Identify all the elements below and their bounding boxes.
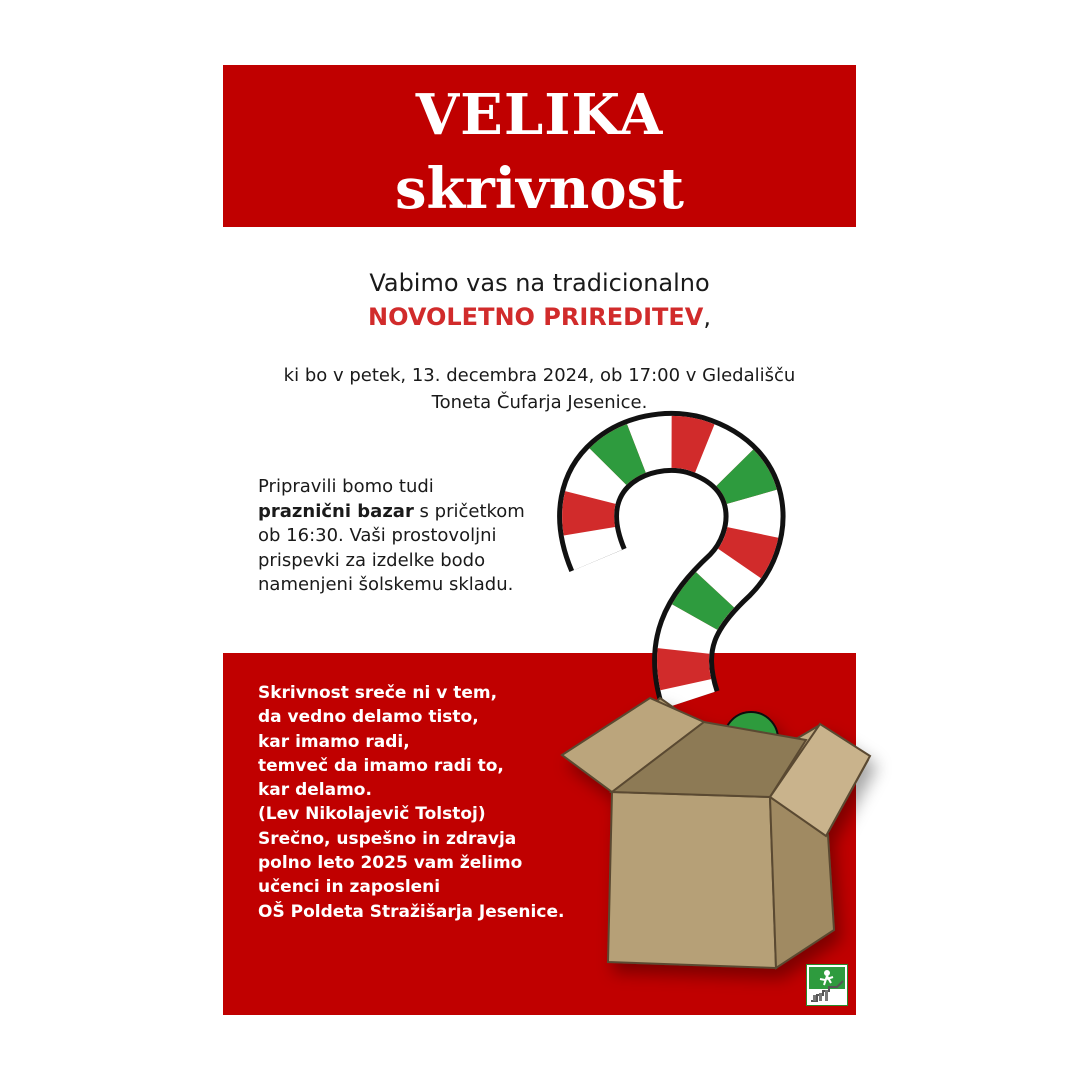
bazaar-highlight: praznični bazar (258, 500, 414, 522)
event-venue-line: Toneta Čufarja Jesenice. (431, 392, 648, 413)
quote-line: učenci in zaposleni (258, 877, 441, 898)
quote-line: kar imamo radi, (258, 731, 410, 752)
event-name: NOVOLETNO PRIREDITEV (367, 303, 704, 331)
quote-line: kar delamo. (258, 780, 372, 801)
quote-line: Skrivnost sreče ni v tem, (258, 683, 498, 703)
event-date-line: ki bo v petek, 13. decembra 2024, ob 17:00 v Gledališču (283, 365, 796, 386)
quote-line: da vedno delamo tisto, (258, 707, 479, 728)
candy-cane-question-mark-icon (588, 442, 754, 700)
bazaar-line: namenjeni šolskemu skladu. (258, 574, 514, 595)
invitation-line: Vabimo vas na tradicionalno (369, 269, 710, 297)
open-cardboard-box-icon (562, 698, 870, 968)
quote-line: OŠ Poldeta Stražišarja Jesenice. (258, 901, 565, 922)
bazaar-line-rest: s pričetkom (413, 500, 525, 522)
quote-line: (Lev Nikolajevič Tolstoj) (258, 804, 486, 825)
quote-line: temveč da imamo radi to, (258, 755, 504, 776)
quote-line: polno leto 2025 vam želimo (258, 853, 523, 874)
school-logo-icon (806, 964, 848, 1006)
quote-line: Srečno, uspešno in zdravja (258, 828, 517, 849)
bazaar-line: ob 16:30. Vaši prostovoljni (258, 525, 497, 546)
bazaar-line: prispevki za izdelke bodo (258, 549, 486, 571)
title-line-1: VELIKA (415, 82, 664, 148)
event-suffix: , (703, 303, 711, 331)
bazaar-line: Pripravili bomo tudi (258, 476, 434, 497)
title-line-2: skrivnost (394, 156, 685, 222)
